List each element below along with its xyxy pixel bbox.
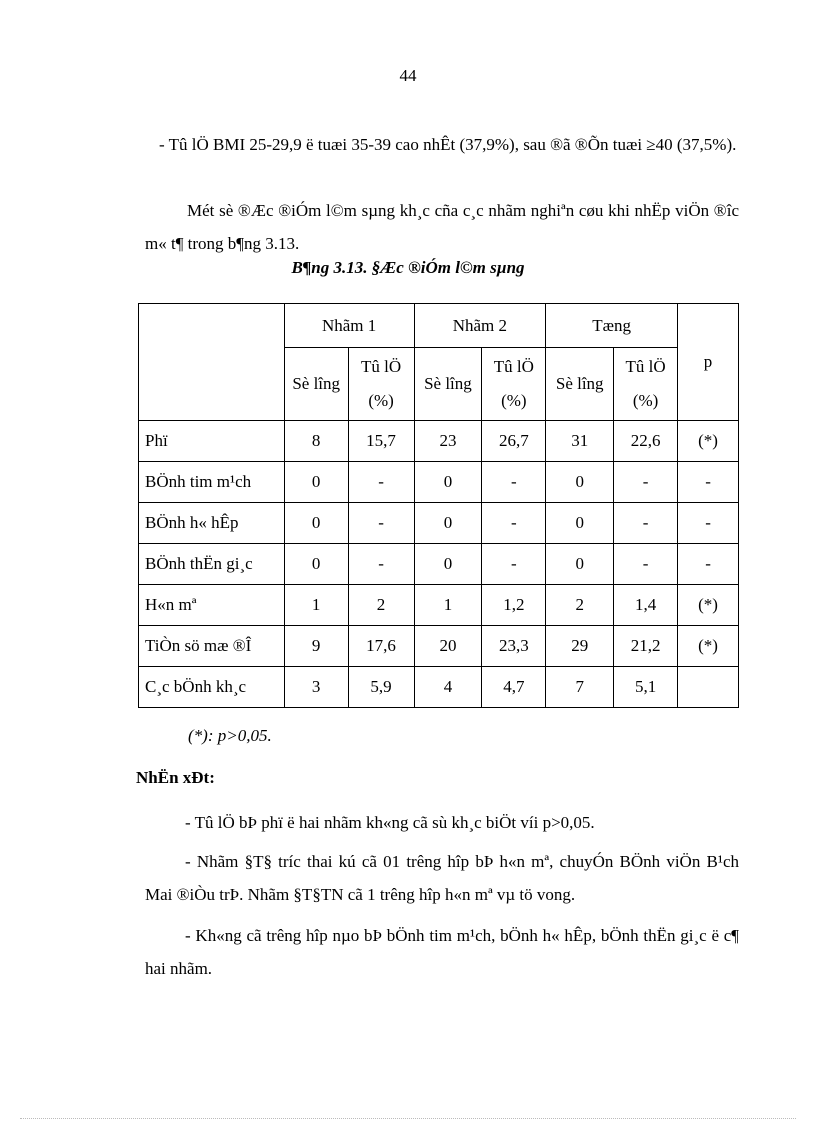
table-cell: (*) (678, 585, 739, 626)
header-p: p (678, 304, 739, 421)
table-cell: (*) (678, 421, 739, 462)
header-group-total: Tæng (546, 304, 678, 348)
header-group-1: Nhãm 1 (284, 304, 414, 348)
subheader-count: Sè lîng (414, 348, 482, 421)
row-label: C¸c bÖnh kh¸c (139, 667, 285, 708)
row-label: H«n mª (139, 585, 285, 626)
subheader-rate: Tû lÖ (%) (482, 348, 546, 421)
header-row (139, 304, 739, 348)
table-cell: 29 (546, 626, 614, 667)
table-caption: B¶ng 3.13. §Æc ®iÓm l©m sµng (291, 258, 525, 277)
table-cell: 1,2 (482, 585, 546, 626)
table-cell: 26,7 (482, 421, 546, 462)
table-cell: 7 (546, 667, 614, 708)
table-cell: 1 (284, 585, 348, 626)
table-cell: - (678, 544, 739, 585)
table-cell: - (348, 462, 414, 503)
table-cell: 21,2 (614, 626, 678, 667)
table-cell: 4 (414, 667, 482, 708)
table-cell: - (482, 503, 546, 544)
table-cell: 1 (414, 585, 482, 626)
comment-edema: - Tû lÖ bÞ phï ë hai nhãm kh«ng cã sù kh¸c biÖt víi p>0,05. (185, 813, 595, 832)
table-cell: - (348, 544, 414, 585)
table-cell: 5,9 (348, 667, 414, 708)
table-cell: (*) (678, 626, 739, 667)
table-cell: 2 (546, 585, 614, 626)
table-cell: 2 (348, 585, 414, 626)
row-label: Phï (139, 421, 285, 462)
table-cell: 22,6 (614, 421, 678, 462)
table-row (139, 585, 739, 626)
row-label: TiÒn sö mæ ®Î (139, 626, 285, 667)
table-cell: 23 (414, 421, 482, 462)
page-bottom-divider (20, 1118, 796, 1119)
table-row (139, 544, 739, 585)
table-cell: 0 (284, 544, 348, 585)
table-cell: 1,4 (614, 585, 678, 626)
table-cell: 20 (414, 626, 482, 667)
paragraph-intro: Mét sè ®Æc ®iÓm l©m sµng kh¸c cña c¸c nhãm nghiªn cøu khi nhËp viÖn ®îc m« t¶ trong b¶ng 3.13. (145, 201, 739, 253)
table-cell: 4,7 (482, 667, 546, 708)
subheader-rate: Tû lÖ (%) (614, 348, 678, 421)
table-note: (*): p>0,05. (188, 726, 272, 745)
table-cell: 5,1 (614, 667, 678, 708)
table-row (139, 667, 739, 708)
table-row (139, 626, 739, 667)
table-cell: 0 (414, 544, 482, 585)
table-cell: - (678, 503, 739, 544)
table-cell: 9 (284, 626, 348, 667)
header-group-2: Nhãm 2 (414, 304, 546, 348)
table-cell: 23,3 (482, 626, 546, 667)
comments-heading: NhËn xÐt: (136, 768, 215, 787)
table-cell: - (482, 544, 546, 585)
table-cell: 0 (546, 544, 614, 585)
table-cell: - (348, 503, 414, 544)
header-blank (139, 304, 285, 421)
table-row (139, 503, 739, 544)
table-cell: - (614, 462, 678, 503)
table-cell: 0 (284, 503, 348, 544)
subheader-count: Sè lîng (546, 348, 614, 421)
table-cell: 0 (414, 503, 482, 544)
table-cell: 8 (284, 421, 348, 462)
table-cell: 15,7 (348, 421, 414, 462)
table-cell: - (614, 544, 678, 585)
table-cell: - (482, 462, 546, 503)
table-cell: - (614, 503, 678, 544)
page-number: 44 (399, 66, 417, 85)
table-cell: 0 (546, 503, 614, 544)
comment-coma: - Nhãm §T§ tríc thai kú cã 01 trêng hîp bÞ h«n mª, chuyÓn BÖnh viÖn B¹ch Mai ®iÒu trÞ. Nhãm §T§TN cã 1 trêng hîp h«n mª vµ tö vong. (145, 852, 739, 904)
table-row (139, 462, 739, 503)
paragraph-bmi: - Tû lÖ BMI 25-29,9 ë tuæi 35-39 cao nhÊt (37,9%), sau ®ã ®Õn tuæi ≥40 (37,5%). (159, 135, 737, 154)
table-cell: 0 (414, 462, 482, 503)
row-label: BÖnh thËn gi¸c (139, 544, 285, 585)
comment-no-disease: - Kh«ng cã trêng hîp nµo bÞ bÖnh tim m¹ch, bÖnh h« hÊp, bÖnh thËn gi¸c ë c¶ hai nhãm. (145, 926, 739, 978)
table-cell: 31 (546, 421, 614, 462)
subheader-count: Sè lîng (284, 348, 348, 421)
table-cell: 0 (284, 462, 348, 503)
table-cell (678, 667, 739, 708)
table-cell: 3 (284, 667, 348, 708)
table-row (139, 421, 739, 462)
table-cell: - (678, 462, 739, 503)
table-cell: 0 (546, 462, 614, 503)
row-label: BÖnh tim m¹ch (139, 462, 285, 503)
row-label: BÖnh h« hÊp (139, 503, 285, 544)
table-cell: 17,6 (348, 626, 414, 667)
clinical-table (138, 303, 739, 708)
subheader-rate: Tû lÖ (%) (348, 348, 414, 421)
